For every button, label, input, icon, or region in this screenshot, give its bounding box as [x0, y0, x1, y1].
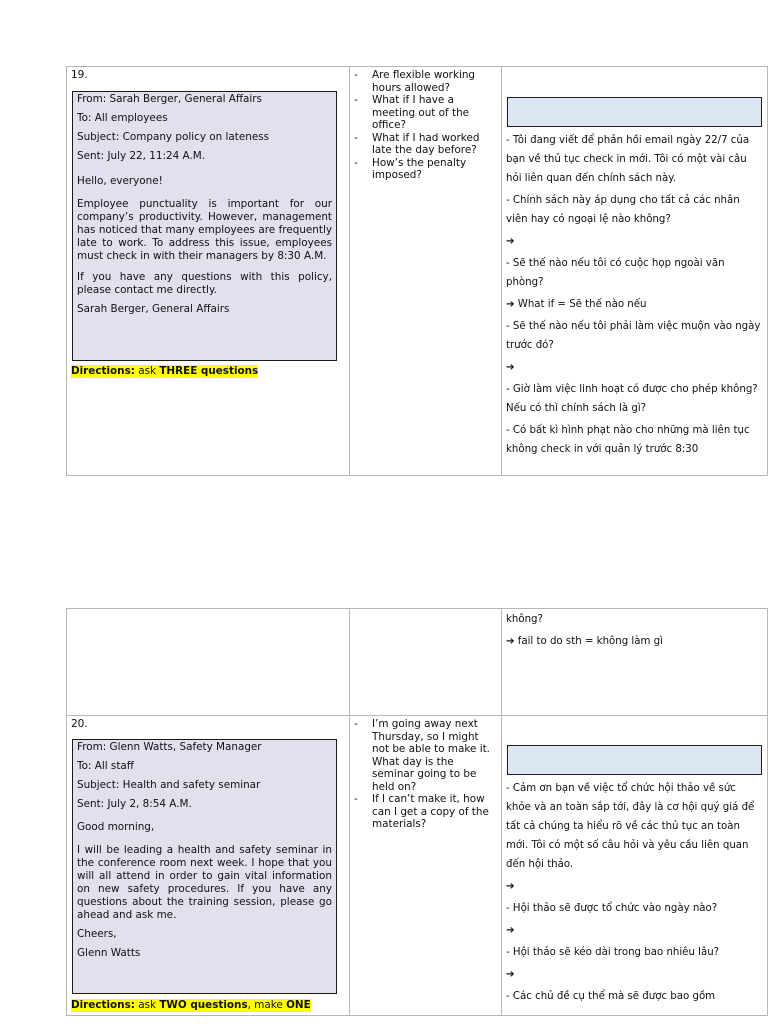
email-box — [72, 739, 337, 994]
note-line: - Hội thảo sẽ kéo dài trong bao nhiêu lâu? — [506, 947, 720, 958]
question-item: - Are flexible working hours allowed? — [354, 69, 495, 94]
questions-cell — [350, 67, 502, 475]
directions — [71, 365, 258, 378]
notes-continued-cell — [502, 609, 767, 715]
email-body: Employee punctuality is important for our company’s productivity. However, management has noticed that many employees are frequently late to work. To address this issue, employees must check in with their managers by 8:30 A.M. — [77, 198, 332, 262]
question-20-row — [67, 716, 767, 1016]
notes-cell — [502, 67, 767, 475]
email-to: To: All employees — [77, 112, 168, 124]
email-closing: Cheers, — [77, 928, 117, 940]
email-cell — [67, 67, 350, 475]
note-line: - Tôi đang viết để phản hồi email ngày 22/7 của bạn về thủ tục check in mới. Tôi có một vài câu hỏi liên quan đến chính sách này. — [506, 135, 750, 184]
note-line: - Chính sách này áp dụng cho tất cả các nhân viên hay có ngoại lệ nào không? — [506, 195, 740, 225]
note-arrow: ➔ — [506, 925, 515, 936]
note-arrow: ➔ — [506, 362, 515, 373]
email-subject: Subject: Health and safety seminar — [77, 779, 261, 791]
notes-cell — [502, 716, 767, 1016]
note-line: - Hội thảo sẽ được tổ chức vào ngày nào? — [506, 903, 718, 914]
note-line: - Cảm ơn bạn về việc tổ chức hội thảo về sức khỏe và an toàn sắp tới, đây là cơ hội quý giá để tất cả chúng ta hiểu rõ về các thủ tục an toàn mới. Tôi có một số câu hỏi và yêu cầu liên quan đến hội thảo. — [506, 783, 755, 870]
question-19-table — [66, 66, 768, 476]
question-item: - What if I had worked late the day before? — [354, 132, 495, 157]
answer-box[interactable] — [507, 745, 762, 775]
notes — [506, 131, 763, 462]
email-to: To: All staff — [77, 760, 134, 772]
email-from: From: Sarah Berger, General Affairs — [77, 93, 262, 105]
question-item: - How’s the penalty imposed? — [354, 157, 495, 182]
directions-count: TWO questions — [159, 999, 248, 1011]
note-arrow: ➔ — [506, 969, 515, 980]
empty-cell — [350, 609, 502, 715]
question-item: - I’m going away next Thursday, so I might not be able to make it. What day is the seminar going to be held on? — [354, 718, 495, 793]
email-from: From: Glenn Watts, Safety Manager — [77, 741, 262, 753]
question-20-table — [66, 608, 768, 1016]
note-arrow: ➔ — [506, 236, 515, 247]
email-box — [72, 91, 337, 361]
note-line: - Các chủ đề cụ thể mà sẽ được bao gồm — [506, 991, 716, 1002]
question-number: 20. — [71, 718, 88, 730]
directions-count: THREE questions — [159, 365, 259, 377]
note-line: - Có bất kì hình phạt nào cho những mà liên tục không check in với quản lý trước 8:30 — [506, 425, 750, 455]
email-subject: Subject: Company policy on lateness — [77, 131, 270, 143]
note-line: - Giờ làm việc linh hoạt có được cho phép không? Nếu có thì chính sách là gì? — [506, 384, 758, 414]
question-19-row — [67, 67, 767, 475]
note-line: - Sẽ thế nào nếu tôi có cuộc họp ngoài văn phòng? — [506, 258, 725, 288]
note-line: - Sẽ thế nào nếu tôi phải làm việc muộn vào ngày trước đó? — [506, 321, 761, 351]
email-body: I will be leading a health and safety seminar in the conference room next week. I hope that you will all attend in order to gain vital information on new safety procedures. If you have any questions about the training session, please go ahead and ask me. — [77, 844, 332, 921]
question-number: 19. — [71, 69, 88, 81]
note-line: ➔ What if = Sẽ thế nào nếu — [506, 299, 647, 310]
directions-label: Directions: — [71, 365, 135, 377]
email-cell — [67, 716, 350, 1016]
notes — [506, 779, 763, 1009]
directions-label: Directions: — [71, 999, 135, 1011]
directions-count: ONE — [286, 999, 311, 1011]
note-line: ➔ fail to do sth = không làm gì — [506, 636, 663, 647]
email-greeting: Hello, everyone! — [77, 175, 163, 187]
note-arrow: ➔ — [506, 881, 515, 892]
question-item: - If I can’t make it, how can I get a copy of the materials? — [354, 793, 495, 831]
directions — [71, 999, 311, 1012]
email-sent: Sent: July 2, 8:54 A.M. — [77, 798, 192, 810]
question-list — [354, 718, 495, 831]
question-list — [354, 69, 495, 182]
answer-box[interactable] — [507, 97, 762, 127]
notes-continued — [506, 610, 763, 654]
email-greeting: Good morning, — [77, 821, 155, 833]
directions-make: , make — [247, 999, 287, 1011]
question-item: - What if I have a meeting out of the office? — [354, 94, 495, 132]
empty-cell — [67, 609, 350, 715]
directions-ask: ask — [134, 365, 160, 377]
email-contact-line: If you have any questions with this policy, please contact me directly. — [77, 271, 332, 296]
questions-cell — [350, 716, 502, 1016]
continuation-row — [67, 609, 767, 716]
directions-ask: ask — [134, 999, 160, 1011]
note-line: không? — [506, 614, 543, 625]
email-signature: Sarah Berger, General Affairs — [77, 303, 230, 315]
email-signature: Glenn Watts — [77, 947, 141, 959]
email-sent: Sent: July 22, 11:24 A.M. — [77, 150, 206, 162]
